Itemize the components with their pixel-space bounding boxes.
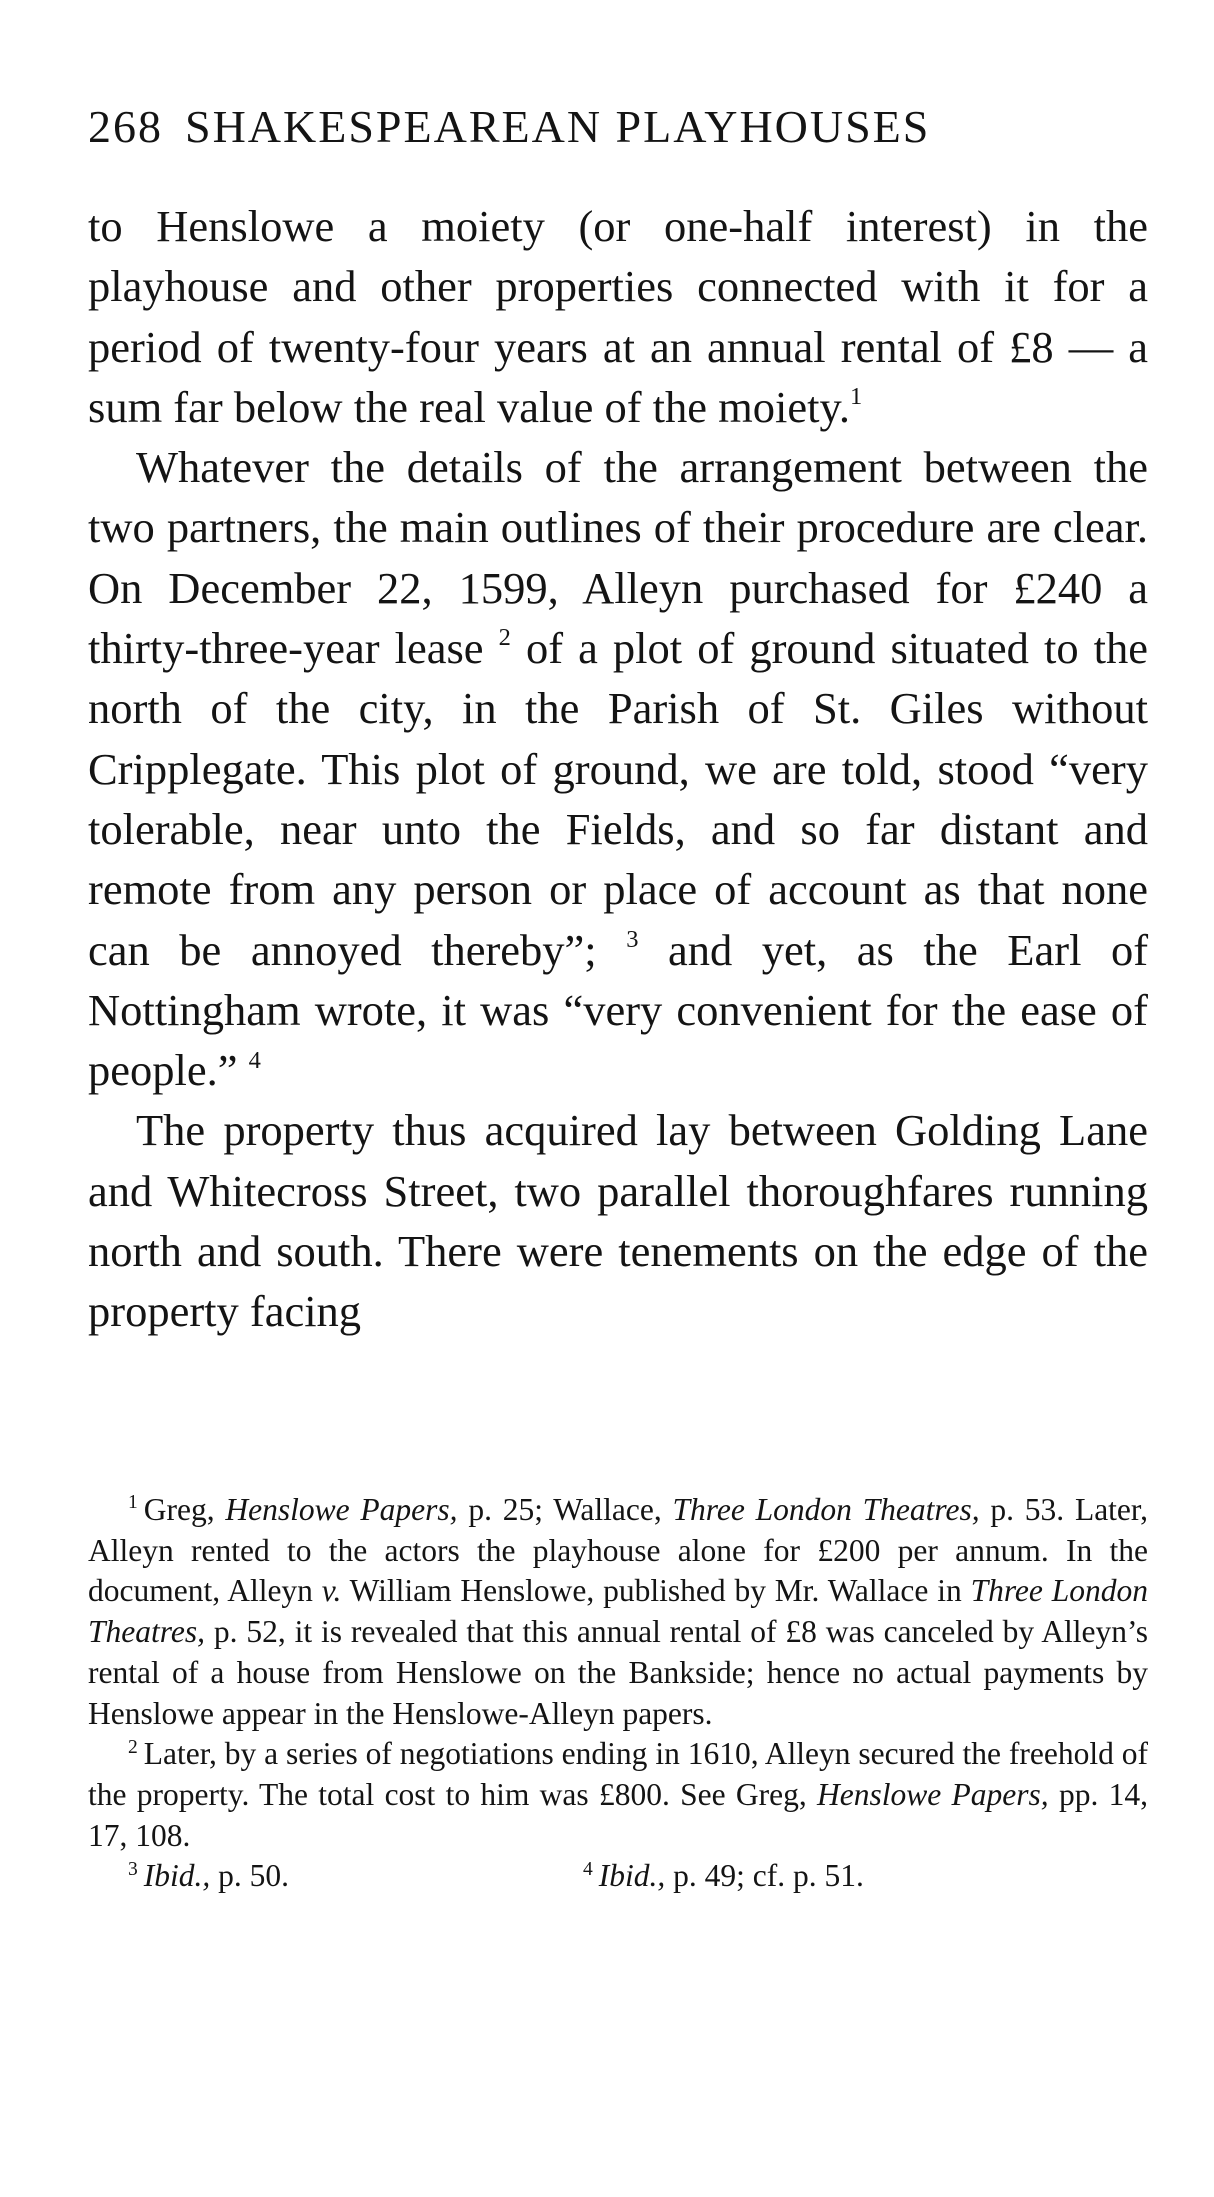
footnote-text: Later, by a series of negotiations ending in 1610, Alleyn secured the freehold of the property. The total cost to him was £800. See Greg, [88,1736,1148,1812]
footnote-text: p. 52, it is revealed that this annual rental of £8 was canceled by Alleyn’s rental of a house from Henslowe on the Bankside; hence no actual payments by Henslowe appear in the Henslowe-Alleyn papers. [88,1614,1148,1731]
footnote-text: Greg, [143,1492,215,1527]
body-text [88,196,1148,1342]
running-title: SHAKESPEAREAN PLAYHOUSES [185,101,931,152]
running-head [88,100,1148,153]
paragraph [88,196,1148,437]
paragraph-text: Whatever the details of the arrangement between the two partners, the main outlines of their procedure are clear. On December 22, 1599, Alleyn purchased for £240 a thirty-three-year lease [88,442,1148,674]
footnotes [88,1490,1148,1897]
paragraph [88,1100,1148,1341]
footnote-text: p. 49; cf. p. 51. [673,1858,864,1894]
paragraph-text: to Henslowe a moiety (or one-half interest) in the playhouse and other properties connected with it for a period of twenty-four years at an annual rental of £8 — a sum far below the real value of the moiety. [88,201,1148,432]
footnote [128,1856,583,1897]
paragraph-text: The property thus acquired lay between Golding Lane and Whitecross Street, two parallel thoroughfares running north and south. There were tenements on the edge of the property facing [88,1105,1148,1337]
footnote-text: p. 25; Wallace, [468,1492,662,1527]
paragraph-text: and yet, as the Earl of Nottingham wrote, it was “very convenient for the ease of people.” [88,924,1149,1096]
footnote [583,1856,1148,1897]
footnote-title: Ibid., [598,1858,666,1894]
footnote-title: Three London Theatres, [88,1573,1149,1650]
footnote-title: Henslowe Papers, [817,1776,1049,1812]
footnote-row [88,1856,1148,1897]
page-number: 268 [88,101,163,152]
footnote-title: Ibid., [143,1858,211,1894]
footnote-text: pp. 14, 17, 108. [88,1776,1149,1853]
footnote-ref: 4 [248,1046,261,1074]
footnote-ref: 1 [850,383,863,411]
footnote-mark: 4 [583,1858,593,1880]
footnote [88,1734,1148,1856]
footnote-text: William Henslowe, published by Mr. Wallace in [349,1573,962,1609]
footnote-title: v. [321,1573,342,1609]
paragraph [88,437,1148,1100]
footnote-text: p. 53. Later, Alleyn rented to the actors the playhouse alone for £200 per annum. In the document, Alleyn [88,1492,1149,1609]
paragraph-text: of a plot of ground situated to the north of the city, in the Parish of St. Giles without Cripplegate. This plot of ground, we are told, stood “very tolerable, near unto the Fields, and so far distant and remote from any person or place of account as that none can be annoyed thereby”; [88,623,1149,975]
footnote-mark: 3 [128,1858,138,1880]
footnote-ref: 3 [626,925,639,953]
footnote [88,1490,1148,1734]
footnote-title: Three London Theatres, [672,1492,980,1527]
footnote-mark: 2 [128,1736,138,1758]
footnote-ref: 2 [498,624,511,652]
footnote-title: Henslowe Papers, [225,1492,458,1527]
footnote-mark: 1 [128,1492,138,1514]
footnote-text: p. 50. [218,1858,290,1894]
